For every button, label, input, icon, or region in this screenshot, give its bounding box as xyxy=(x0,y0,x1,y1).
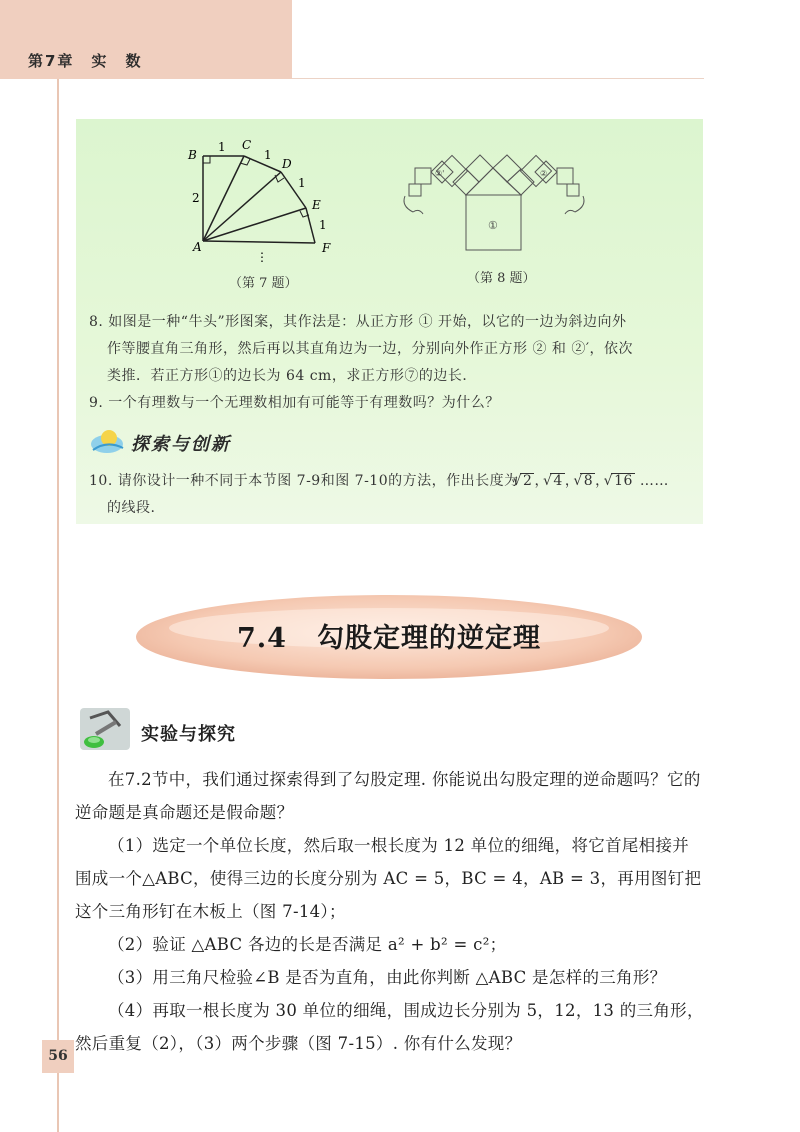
explore-icon xyxy=(89,428,125,456)
paragraph-3: （2）验证 △ABC 各边的长是否满足 a² + b² = c²； xyxy=(108,935,507,954)
paragraph-1: 在7.2节中，我们通过探索得到了勾股定理. 你能说出勾股定理的逆命题吗？它的逆命题是真命题还是假命题？ xyxy=(75,770,701,822)
label-d: D xyxy=(282,157,292,171)
experiment-icon xyxy=(78,704,133,752)
ellipsis: …… xyxy=(634,473,669,489)
exercise-9: 9. 一个有理数与一个无理数相加有可能等于有理数吗？为什么？ xyxy=(89,395,500,411)
side-ab: 2 xyxy=(192,191,200,205)
section-title xyxy=(133,616,645,655)
label-e: E xyxy=(312,198,321,212)
sqrt-2: √ 2 xyxy=(520,473,535,489)
exercise-10-prefix: 10. 请你设计一种不同于本节图 7-9和图 7-10的方法，作出长度为 xyxy=(89,473,519,489)
exercise-10-line-2: 的线段. xyxy=(107,500,156,516)
figure-7-caption: （第 7 题） xyxy=(229,276,298,291)
dots: ⋮ xyxy=(256,250,268,264)
section-name: 勾股定理的逆定理 xyxy=(316,623,541,654)
exercise-10-line-1 xyxy=(89,468,701,495)
figure-8 xyxy=(395,140,615,265)
figure-8-caption: （第 8 题） xyxy=(467,271,536,286)
side-bc: 1 xyxy=(218,140,226,154)
square-2-label: ② xyxy=(540,169,548,178)
sep-2: ， xyxy=(564,473,580,489)
explore-title: 探索与创新 xyxy=(131,434,231,455)
figure-7 xyxy=(180,135,340,270)
sep-1: ， xyxy=(534,473,549,489)
sqrt-16: √ 16 xyxy=(611,473,635,489)
label-c: C xyxy=(242,138,252,152)
paragraph-4: （3）用三角尺检验∠B 是否为直角，由此你判断 △ABC 是怎样的三角形？ xyxy=(108,968,667,987)
label-b: B xyxy=(188,148,197,162)
square-2prime-label: ②' xyxy=(435,169,445,178)
sqrt-4: √ 4 xyxy=(550,473,565,489)
exercise-10 xyxy=(89,468,701,522)
sep-3: ， xyxy=(595,473,610,489)
paragraph-5: （4）再取一根长度为 30 单位的细绳，围成边长分别为 5，12，13 的三角形，然后重复（2），（3）两个步骤（图 7-15）. 你有什么发现？ xyxy=(75,1001,704,1053)
margin-line xyxy=(57,0,59,1132)
side-cd: 1 xyxy=(264,148,272,162)
page-number: 56 xyxy=(42,1040,74,1073)
section-number: 7.4 xyxy=(237,623,287,654)
sqrt-8: √ 8 xyxy=(580,473,595,489)
subsection-title: 实验与探究 xyxy=(141,724,236,745)
paragraph-2: （1）选定一个单位长度，然后取一根长度为 12 单位的细绳，将它首尾相接并围成一个△ABC，使得三边的长度分别为 AC = 5，BC = 4，AB = 3，再用图钉把这个三角形钉在木板上（图 7-14）； xyxy=(75,836,702,921)
section-body xyxy=(75,763,705,1060)
exercise-8-line-1: 8. 如图是一种“牛头”形图案，其作法是：从正方形 ① 开始，以它的一边为斜边向外 xyxy=(89,314,627,330)
chapter-header: 第7章 实 数 xyxy=(28,52,143,70)
side-ef: 1 xyxy=(319,218,327,232)
label-f: F xyxy=(322,241,331,255)
exercise-8-line-2: 作等腰直角三角形，然后再以其直角边为一边，分别向外作正方形 ② 和 ②′，依次 xyxy=(107,341,634,357)
header-rule xyxy=(292,78,704,79)
exercise-8 xyxy=(89,309,701,390)
label-a: A xyxy=(193,240,202,254)
exercise-8-line-3: 类推．若正方形①的边长为 64 cm，求正方形⑦的边长． xyxy=(107,368,477,384)
square-1-label: ① xyxy=(488,219,498,232)
side-de: 1 xyxy=(298,176,306,190)
